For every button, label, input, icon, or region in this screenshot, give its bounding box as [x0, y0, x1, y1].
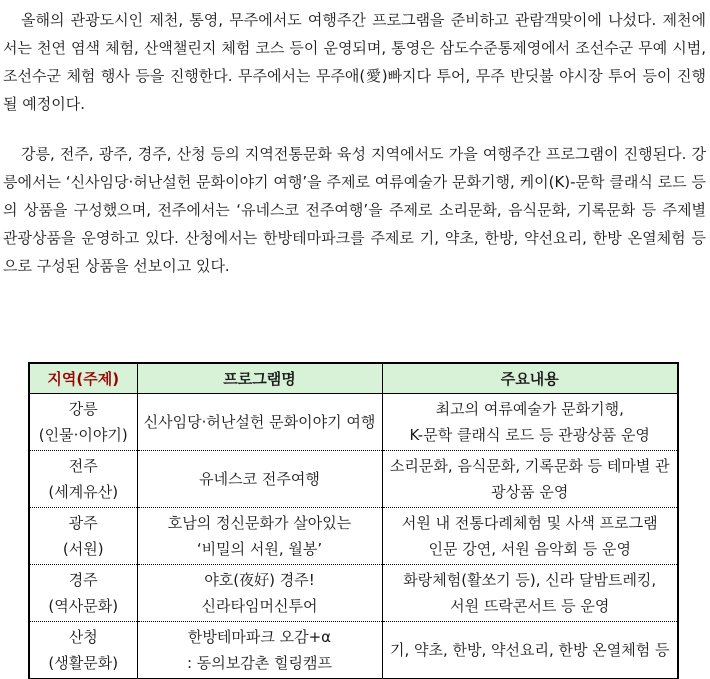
cell-program: [137, 621, 382, 679]
paragraph-traditional-culture: 강릉, 전주, 광주, 경주, 산청 등의 지역전통문화 육성 지역에서도 가을 여행주간 프로그램이 진행된다. 강릉에서는 ‘신사임당·허난설헌 문화이야기 여행’을 주제로 여류예술가 문화기행, 케이(K)-문학 클래식 로드 등의 상품을 구성했으며, 전주에서는 ‘유네스코 전주여행’을 주제로 소리문화, 음식문화, 기록문화 등 주제별 관광상품을 운영하고 있다. 산청에서는 한방테마파크를 주제로 기, 약초, 한방, 약선요리, 한방 온열체험 등으로 구성된 상품을 선보이고 있다.: [3, 145, 706, 275]
cell-line: ‘비밀의 서원, 월봉’: [196, 539, 323, 558]
cell-line: 광주: [68, 513, 98, 532]
cell-program: [137, 564, 382, 621]
cell-region: [29, 564, 137, 621]
col-header-program-name: 프로그램명: [137, 363, 382, 393]
cell-region: [29, 393, 137, 450]
cell-line: 신사임당·허난설헌 문화이야기 여행: [143, 412, 376, 431]
cell-content: [382, 450, 678, 507]
cell-region: [29, 450, 137, 507]
cell-program: [137, 393, 382, 450]
cell-line: 전주: [68, 456, 98, 475]
table-row-sancheong: [29, 621, 678, 679]
cell-region: [29, 621, 137, 679]
col-header-main-content: 주요내용: [382, 363, 678, 393]
article-text: [0, 0, 710, 280]
cell-program: [137, 450, 382, 507]
table-row-gangneung: [29, 393, 678, 450]
cell-line: 기, 약초, 한방, 약선요리, 한방 온열체험 등: [389, 640, 670, 659]
cell-program: [137, 507, 382, 564]
paragraph-tourism-cities: 올해의 관광도시인 제천, 통영, 무주에서도 여행주간 프로그램을 준비하고 관람객맞이에 나섰다. 제천에서는 천연 염색 체험, 산액챌린지 체험 코스 등이 운영되며, 통영은 삼도수준통제영에서 조선수군 무예 시범, 조선수군 체험 행사 등을 진행한다. 무주에서는 무주애(愛)빠지다 투어, 무주 반딧불 야시장 투어 등이 진행될 예정이다.: [3, 11, 706, 113]
cell-line: 최고의 여류예술가 문화기행,: [435, 399, 624, 418]
cell-line: (생활문화): [48, 653, 119, 672]
table-row-gyeongju: [29, 564, 678, 621]
cell-line: (인물·이야기): [38, 425, 128, 444]
cell-line: 강릉: [68, 399, 98, 418]
travel-week-program-table: [28, 362, 679, 679]
cell-line: (세계유산): [48, 482, 119, 501]
cell-line: 유네스코 전주여행: [199, 469, 320, 488]
cell-line: 야호(夜好) 경주!: [204, 570, 315, 589]
cell-content: [382, 393, 678, 450]
cell-region: [29, 507, 137, 564]
cell-content: [382, 564, 678, 621]
cell-line: (역사문화): [48, 596, 119, 615]
table-row-jeonju: [29, 450, 678, 507]
cell-content: [382, 621, 678, 679]
col-header-region-theme: 지역(주제): [29, 363, 137, 393]
cell-line: 인문 강연, 서원 음악회 등 운영: [428, 539, 631, 558]
cell-line: 광상품 운영: [491, 482, 569, 501]
cell-line: 서원 뜨락콘서트 등 운영: [450, 596, 610, 615]
cell-line: 한방테마파크 오감+α: [187, 627, 332, 646]
table-header-row: [29, 363, 678, 393]
cell-line: 소리문화, 음식문화, 기록문화 등 테마별 관: [389, 456, 670, 475]
cell-line: 호남의 정신문화가 살아있는: [167, 513, 352, 532]
cell-line: 경주: [68, 570, 98, 589]
cell-line: : 동의보감촌 힐링캠프: [186, 653, 332, 672]
cell-line: 서원 내 전통다례체험 및 사색 프로그램: [401, 513, 658, 532]
cell-line: (서원): [62, 539, 104, 558]
cell-line: 화랑체험(활쏘기 등), 신라 달밤트레킹,: [403, 570, 657, 589]
table-row-gwangju: [29, 507, 678, 564]
cell-line: K-문학 클래식 로드 등 관광상품 운영: [409, 425, 650, 444]
cell-content: [382, 507, 678, 564]
cell-line: 신라타임머신투어: [201, 596, 318, 615]
cell-line: 산청: [68, 627, 98, 646]
